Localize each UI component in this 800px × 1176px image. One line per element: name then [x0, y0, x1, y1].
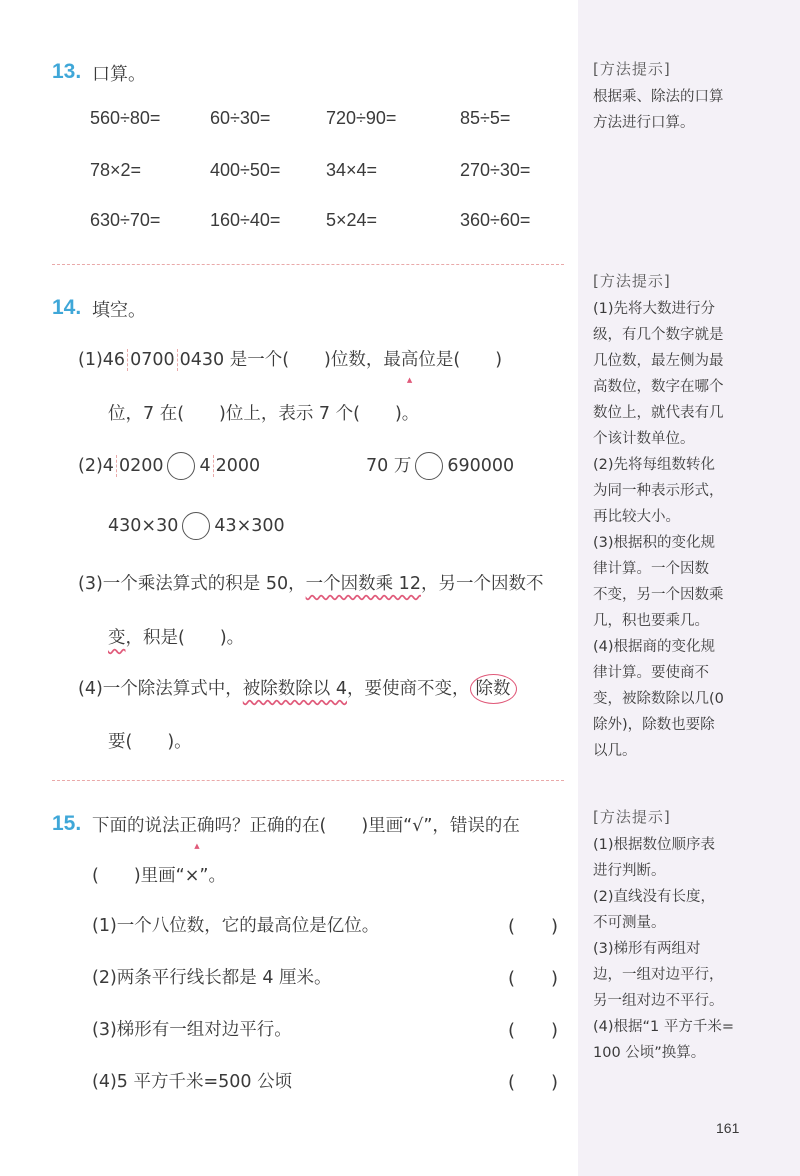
q15-statement-2: (2)两条平行线长都是 4 厘米。: [92, 968, 332, 988]
text: 0700: [130, 350, 175, 370]
tip-line: 另一组对边不平行。: [593, 993, 724, 1009]
text: 43×300: [214, 516, 285, 536]
tip-line: 100 公顷”换算。: [593, 1045, 706, 1061]
underlined-text: 一个因数乘 12: [305, 574, 421, 594]
digit-group-divider: [116, 455, 117, 477]
tip-line: 数位上，就代表有几: [593, 405, 724, 421]
tip-line: 再比较大小。: [593, 509, 680, 525]
question-15-title-line2: ( )里画“×”。: [92, 866, 226, 886]
q14-part3-line2: [108, 624, 244, 649]
text: (1)46: [78, 350, 126, 370]
question-13-title: 口算。: [92, 64, 146, 85]
calc-item: 5×24=: [326, 210, 378, 230]
tip-line: 高数位，数字在哪个: [593, 379, 724, 395]
text: 下面的说法: [92, 816, 180, 836]
tip-line: (1)根据数位顺序表: [593, 837, 716, 853]
tip-line: 边，一组对边平行，: [593, 967, 724, 983]
underlined-text: 变: [108, 628, 126, 648]
text: 430×30: [108, 516, 179, 536]
q14-part2-line1: [78, 452, 260, 480]
calc-item: 160÷40=: [210, 210, 281, 230]
emphasized-text: 正确 ▲: [180, 816, 215, 836]
tip-line: 几位数，最左侧为最: [593, 353, 724, 369]
calc-item: 78×2=: [90, 160, 142, 180]
q14-part2-compare2: [366, 452, 514, 480]
q14-part4-line2: 要( )。: [108, 732, 192, 752]
tip-line: 以几。: [593, 743, 637, 759]
tip-line: 不可测量。: [593, 915, 666, 931]
q15-statement-4: (4)5 平方千米=500 公顷: [92, 1072, 293, 1092]
tip-line: (2)先将每组数转化: [593, 457, 716, 473]
text: 0430 是一个( )位数，: [179, 350, 384, 370]
tip-line: 根据乘、除法的口算: [593, 89, 724, 105]
calc-item: 560÷80=: [90, 108, 161, 128]
method-tip-2: [593, 268, 783, 764]
text: 是( ): [435, 350, 503, 370]
q14-part4-line1: [78, 674, 517, 704]
calc-item: 270÷30=: [460, 160, 531, 180]
section-divider: [52, 780, 564, 781]
calc-item: 360÷60=: [460, 210, 531, 230]
compare-circle[interactable]: [182, 512, 210, 540]
tip-line: 为同一种表示形式，: [593, 483, 724, 499]
digit-group-divider: [213, 455, 214, 477]
emphasized-text: 最高位 ▲: [383, 350, 436, 370]
tip-line: 不变，另一个因数乘: [593, 587, 724, 603]
tip-line: (3)梯形有两组对: [593, 941, 701, 957]
tip-title: [方法提示]: [593, 272, 671, 290]
q14-part1-line2: 位，7 在( )位上，表示 7 个( )。: [108, 404, 420, 424]
text: 70 万: [366, 456, 412, 476]
circled-text: 除数: [470, 674, 517, 704]
tip-line: 除外)，除数也要除: [593, 717, 715, 733]
digit-group-divider: [177, 349, 178, 371]
text: ，积是( )。: [125, 628, 245, 648]
tip-line: 变，被除数除以几(0: [593, 691, 724, 707]
text: 吗？正确的在( )里画“√”，错误的在: [214, 816, 520, 836]
tip-line: 进行判断。: [593, 863, 666, 879]
q15-statement-1: (1)一个八位数，它的最高位是亿位。: [92, 916, 380, 936]
calc-item: 630÷70=: [90, 210, 161, 230]
question-14-number: 14.: [52, 296, 82, 319]
answer-bracket[interactable]: ( ): [508, 916, 559, 937]
tip-line: (1)先将大数进行分: [593, 301, 716, 317]
tip-title: [方法提示]: [593, 808, 671, 826]
tip-line: (4)根据“1 平方千米=: [593, 1019, 735, 1035]
q14-part2-line2: [108, 512, 285, 540]
q14-part1-line1: [78, 346, 502, 371]
answer-bracket[interactable]: ( ): [508, 1072, 559, 1093]
text: (3)一个乘法算式的积是 50，: [78, 574, 306, 594]
underlined-text: 被除数除以 4: [242, 679, 347, 699]
q14-part3-line1: [78, 570, 543, 595]
section-divider: [52, 264, 564, 265]
q15-statement-3: (3)梯形有一组对边平行。: [92, 1020, 292, 1040]
tip-line: (4)根据商的变化规: [593, 639, 716, 655]
tip-line: 方法进行口算。: [593, 115, 695, 131]
calc-item: 60÷30=: [210, 108, 271, 128]
question-13-number: 13.: [52, 60, 82, 83]
text: 0200: [118, 456, 164, 476]
calc-item: 34×4=: [326, 160, 378, 180]
question-15-number: 15.: [52, 812, 82, 835]
text: (2)4: [78, 456, 114, 476]
text: (4)一个除法算式中，: [78, 679, 243, 699]
compare-circle[interactable]: [415, 452, 443, 480]
question-15-title: [92, 812, 520, 837]
tip-line: (2)直线没有长度，: [593, 889, 716, 905]
tip-line: 律计算。要使商不: [593, 665, 709, 681]
calc-item: 85÷5=: [460, 108, 511, 128]
tip-line: (3)根据积的变化规: [593, 535, 716, 551]
compare-circle[interactable]: [167, 452, 195, 480]
page-number: 161: [716, 1120, 740, 1136]
tip-line: 个该计数单位。: [593, 431, 695, 447]
method-tip-3: [593, 804, 783, 1066]
text: 4: [199, 456, 211, 476]
text: ，另一个因数不: [420, 574, 544, 594]
tip-line: 几，积也要乘几。: [593, 613, 709, 629]
calc-item: 400÷50=: [210, 160, 281, 180]
text: 690000: [447, 456, 515, 476]
question-14-title: 填空。: [92, 300, 146, 321]
tip-line: 级，有几个数字就是: [593, 327, 724, 343]
method-tip-1: [593, 56, 783, 136]
digit-group-divider: [127, 349, 128, 371]
text: 2000: [215, 456, 261, 476]
calc-item: 720÷90=: [326, 108, 397, 128]
answer-bracket[interactable]: ( ): [508, 1020, 559, 1041]
answer-bracket[interactable]: ( ): [508, 968, 559, 989]
tip-line: 律计算。一个因数: [593, 561, 709, 577]
tip-title: [方法提示]: [593, 60, 671, 78]
text: ，要使商不变，: [347, 679, 470, 699]
